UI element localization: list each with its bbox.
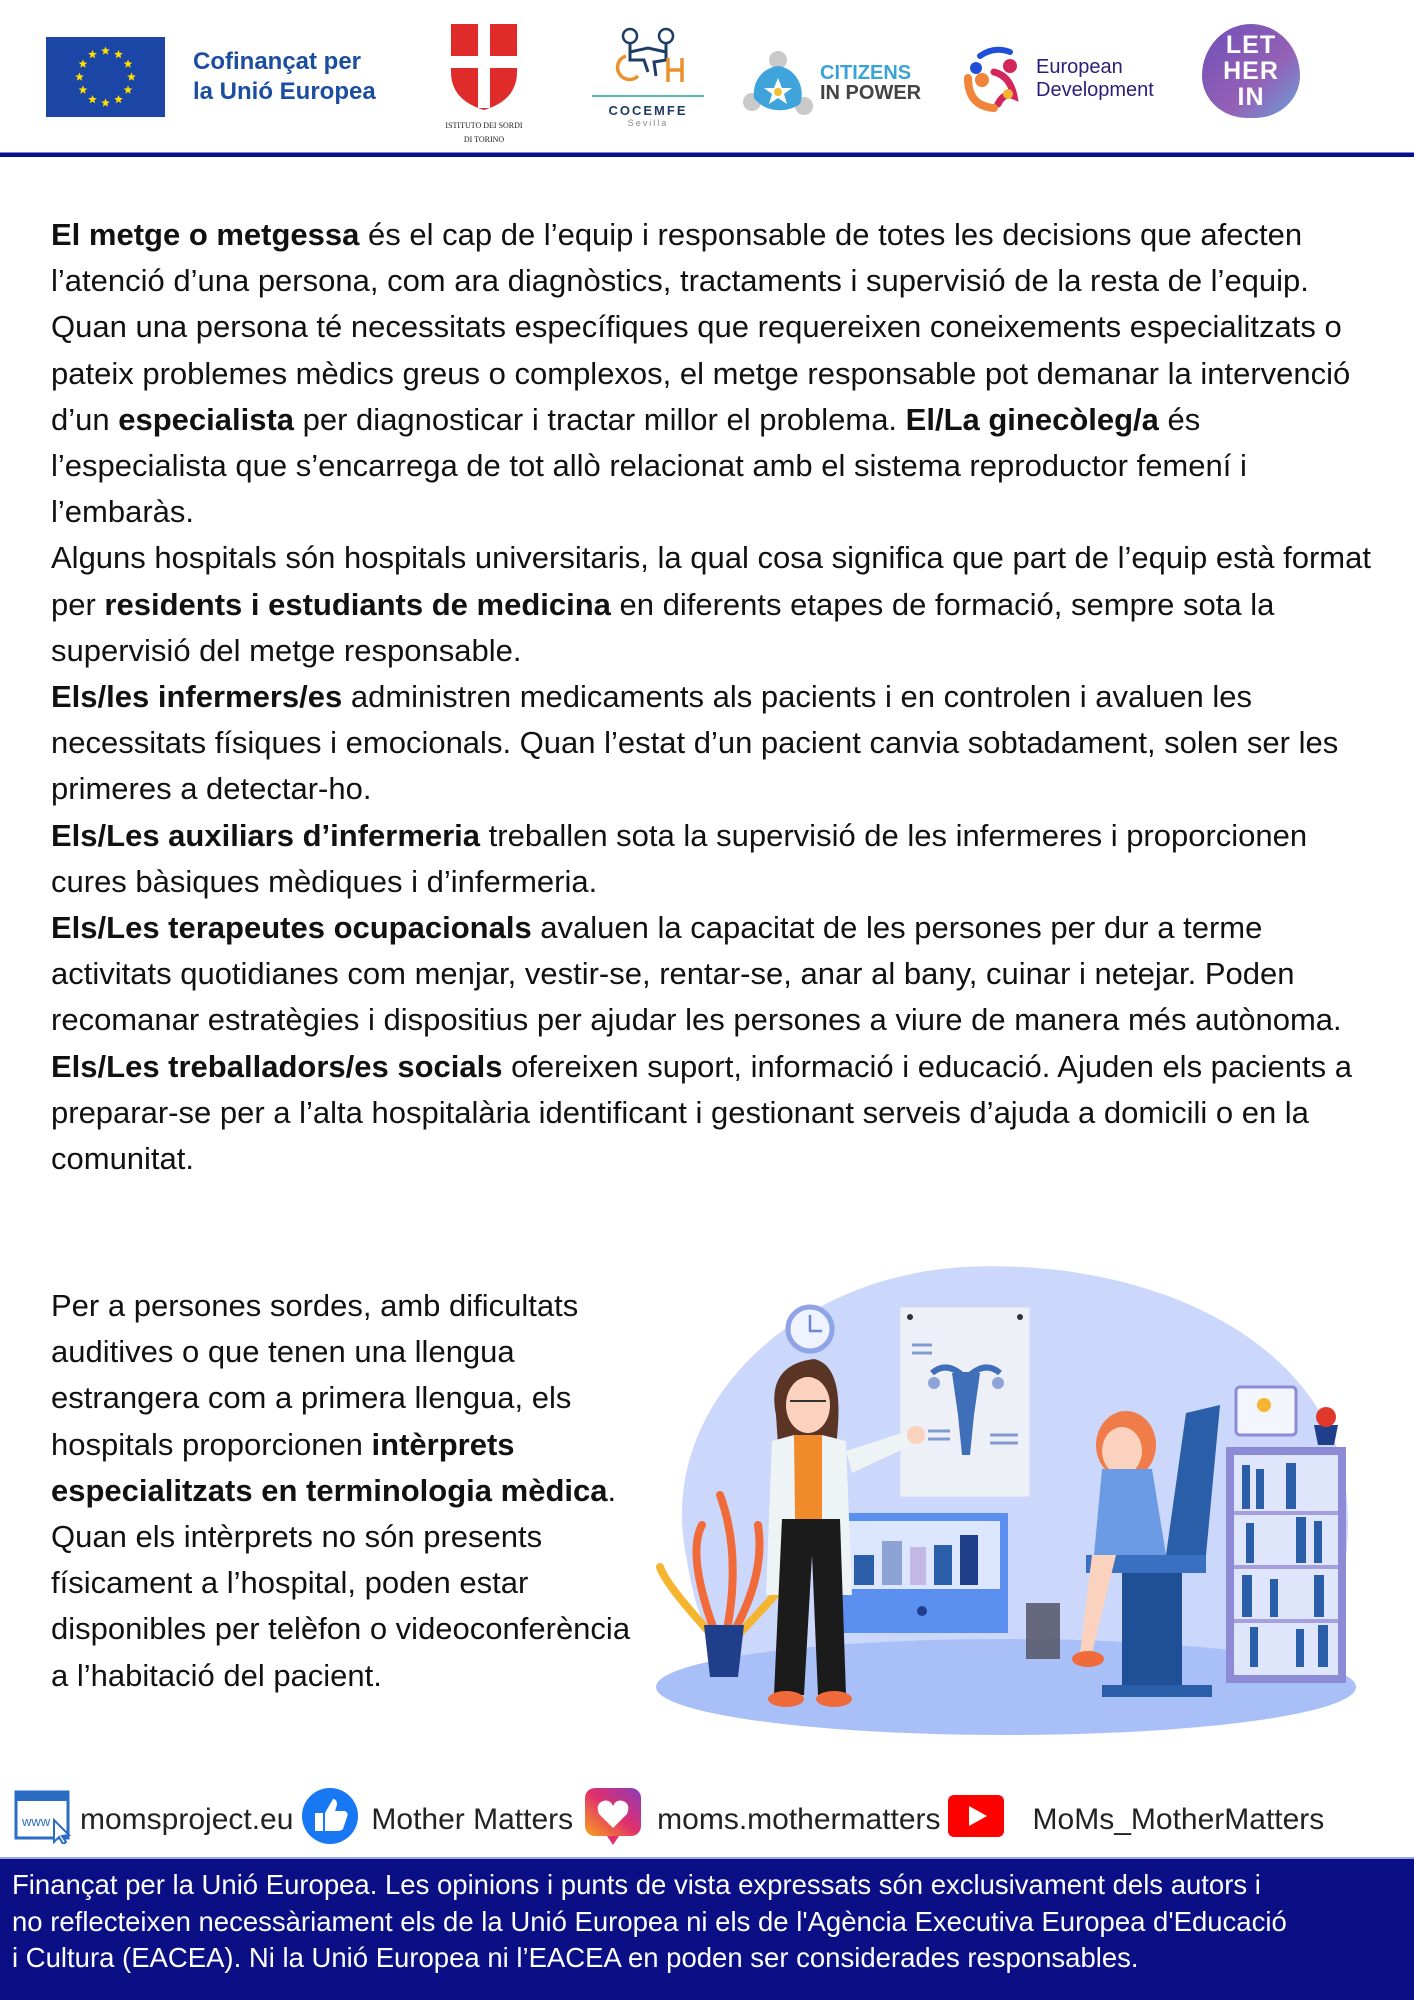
instagram-heart-icon (583, 1786, 643, 1854)
facebook-like-icon (301, 1787, 359, 1853)
website-link[interactable] (14, 1788, 293, 1852)
people-wheelchair-icon (608, 26, 688, 86)
website-label: momsproject.eu (80, 1803, 294, 1836)
eu-flag-icon (46, 37, 165, 117)
citizens-in-power-logo (742, 48, 921, 118)
term-nurses: Els/les infermers/es (51, 679, 343, 715)
cocemfe-name: COCEMFE (608, 103, 688, 118)
eu-star-icon (79, 59, 88, 67)
eu-star-icon (101, 46, 110, 54)
medicine-cabinet (836, 1513, 1008, 1633)
instagram-link[interactable] (583, 1786, 940, 1854)
eu-star-icon (75, 72, 84, 80)
paragraph-occupational-therapists (51, 905, 1371, 1044)
youtube-label: MoMs_MotherMatters (1032, 1803, 1325, 1836)
citizens-emblem-icon (742, 48, 814, 118)
paragraph-text: Alguns hospitals són hospitals universitaris, la qual cosa significa que part de l’equip està format per (51, 540, 1371, 622)
paragraph-text: ofereixen suport, informació i educació. Ajuden els pacients a preparar-se per a l’alta hospitalària identificant i gestionant serveis d’ajuda a domicili o en la comunitat. (51, 1048, 1353, 1177)
paragraph-nursing-assistants (51, 813, 1371, 905)
let-her-in-logo (1202, 24, 1300, 118)
uterus-anatomy-poster (900, 1307, 1030, 1497)
cocemfe-city: Sevilla (627, 118, 669, 128)
istituto-sordi-torino-logo (436, 22, 532, 145)
paragraph-interpreters (51, 1283, 651, 1699)
eu-text-line1: Cofinançat per (193, 48, 362, 75)
disclaimer-line: no reflecteixen necessàriament els de la Unió Europea ni els de l'Agència Executiva Europea d'Educació (12, 1905, 1287, 1937)
paragraph-text: és el cap de l’equip i responsable de totes les decisions que afecten l’atenció d’una persona, com ara diagnòstics, tractaments i supervisió de la resta de l’equip. (51, 217, 1309, 299)
facebook-link[interactable] (301, 1787, 573, 1853)
svg-text:www: www (22, 1814, 51, 1829)
paragraph-text: Per a persones sordes, amb dificultats auditives o que tenen una llengua estrangera com a primera llengua, els hospitals proporcionen (51, 1288, 579, 1462)
eu-star-icon (88, 50, 97, 58)
paragraph-nurses (51, 674, 1371, 813)
paragraph-text: avaluen la capacitat de les persones per dur a terme activitats quotidianes com menjar, vestir-se, rentar-se, anar al bany, cuinar i netejar. Poden recomanar estratègies i dispositius per ajudar les persones a viure de manera més autònoma. (51, 910, 1342, 1038)
eu-star-icon (127, 72, 136, 80)
torino-caption-line2: DI TORINO (463, 135, 505, 144)
paragraph-specialist (51, 304, 1371, 535)
header-logos (0, 0, 1414, 154)
disclaimer-line: i Cultura (EACEA). Ni la Unió Europea ni l’EACEA en poden ser considerades responsables. (12, 1942, 1139, 1973)
term-doctor: El metge o metgessa (51, 217, 360, 252)
main-content (51, 212, 1371, 1182)
term-social-workers: Els/Les treballadors/es socials (51, 1048, 503, 1084)
paragraph-social-workers (51, 1044, 1371, 1183)
instagram-label: moms.mothermatters (657, 1803, 941, 1836)
paragraph-text: és l’especialista que s’encarrega de tot allò relacionat amb el sistema reproductor femení i l’embaràs. (51, 401, 1247, 530)
eu-cofunded-text (193, 47, 376, 107)
header-divider (0, 153, 1414, 157)
letherin-line1: LET (1225, 32, 1277, 59)
eu-star-icon (124, 59, 133, 67)
waste-basket (1026, 1603, 1060, 1659)
eudev-text-line1: European (1036, 56, 1123, 78)
eu-star-icon (88, 95, 97, 103)
term-specialist: especialista (118, 401, 295, 437)
web-icon (14, 1788, 74, 1852)
eu-star-icon (101, 98, 110, 106)
gynecology-consultation-illustration (646, 1255, 1366, 1755)
term-interpreters: intèrprets especialitzats en terminologia mèdica (51, 1426, 608, 1508)
shield-cross-icon (449, 22, 519, 112)
eu-star-icon (114, 50, 123, 58)
eu-star-icon (79, 85, 88, 93)
term-occupational-therapists: Els/Les terapeutes ocupacionals (51, 910, 532, 946)
eu-cofunded-logo (46, 37, 376, 117)
eu-text-line2: la Unió Europea (193, 78, 376, 105)
cocemfe-sevilla-logo (592, 26, 704, 128)
cocemfe-divider (592, 95, 704, 97)
people-circle-icon (964, 46, 1030, 112)
paragraph-text: administren medicaments als pacients i en controlen i avaluen les necessitats físiques i emocionals. Quan l’estat d’un pacient canvia sobtadament, solen ser les primeres a detectar-ho. (51, 679, 1339, 807)
eu-disclaimer-footer (0, 1857, 1414, 2000)
european-development-logo (964, 46, 1154, 112)
term-gynecologist: El/La ginecòleg/a (905, 401, 1159, 437)
paragraph-doctor (51, 212, 1371, 304)
eu-star-icon (124, 85, 133, 93)
eu-star-icon (114, 95, 123, 103)
paragraph-text: treballen sota la supervisió de les infermeres i proporcionen cures bàsiques mèdiques i d’infermeria. (51, 817, 1308, 899)
youtube-link[interactable] (947, 1794, 1325, 1846)
bookshelf (1226, 1387, 1346, 1683)
paragraph-text: Quan una persona té necessitats específiques que requereixen coneixements especialitzats o pateix problemes mèdics greus o complexos, el metge responsable pot demanar la intervenció d’un (51, 309, 1351, 437)
social-links-bar (0, 1788, 1414, 1852)
paragraph-text: . Quan els intèrprets no són presents físicament a l’hospital, poden estar disponibles per telèfon o videoconferència a l’habitació del pacient. (51, 1472, 631, 1693)
clock-icon (788, 1307, 832, 1351)
term-residents: residents i estudiants de medicina (104, 586, 611, 622)
term-nursing-assistants: Els/Les auxiliars d’infermeria (51, 817, 481, 853)
citizens-text-line2: IN POWER (820, 82, 922, 104)
letherin-line3: IN (1237, 83, 1265, 111)
facebook-label: Mother Matters (371, 1803, 574, 1836)
youtube-icon (947, 1794, 1005, 1846)
letherin-line2: HER (1223, 57, 1279, 85)
paragraph-residents (51, 535, 1371, 674)
eudev-text-line2: Development (1036, 79, 1154, 101)
citizens-text-line1: CITIZENS (820, 62, 912, 84)
disclaimer-line: Finançat per la Unió Europea. Les opinions i punts de vista expressats són exclusivament dels autors i (12, 1869, 1261, 1900)
paragraph-text: per diagnosticar i tractar millor el problema. (294, 401, 906, 437)
paragraph-text: en diferents etapes de formació, sempre sota la supervisió del metge responsable. (51, 586, 1275, 668)
torino-caption-line1: ISTITUTO DEI SORDI (445, 121, 523, 130)
